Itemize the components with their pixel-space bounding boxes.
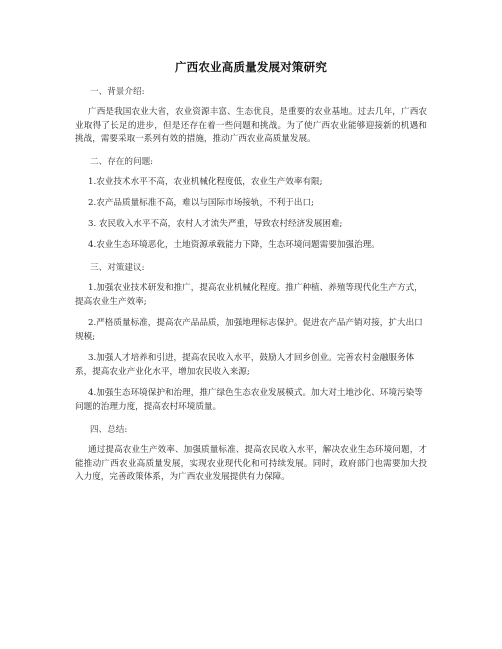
suggestion-item-3: 3.加强人才培养和引进，提高农民收入水平，鼓励人才回乡创业。完善农村金融服务体系，提高农业产业化水平，增加农民收入来源; <box>75 353 415 377</box>
suggestion-item-4: 4.加强生态环境保护和治理，推广绿色生态农业发展模式。加大对土地沙化、环境污染等问题的治理力度，提高农村环境质量。 <box>75 388 423 412</box>
background-paragraph: 广西是我国农业大省，农业资源丰富、生态优良，是重要的农业基地。过去几年，广西农业取得了长足的进步，但是还存在着一些问题和挑战。为了使广西农业能够迎接新的机遇和挑战，需要采取一系列有效的措施，推动广西农业高质量发展。 <box>75 107 427 144</box>
document-title: 广西农业高质量发展对策研究 <box>174 60 328 74</box>
problem-item-2: 2.农产品质量标准不高，难以与国际市场接轨，不利于出口; <box>88 198 314 208</box>
section-heading-background: 一、背景介绍: <box>90 87 145 97</box>
section-heading-suggestions: 三、对策建议: <box>90 263 145 273</box>
section-heading-problems: 二、存在的问题: <box>90 157 154 167</box>
suggestion-item-1: 1.加强农业技术研发和推广，提高农业机械化程度。推广种植、养殖等现代化生产方式，提高农业生产效率; <box>75 283 423 307</box>
section-heading-summary: 四、总结: <box>90 425 128 435</box>
problem-item-1: 1.农业技术水平不高，农业机械化程度低，农业生产效率有限; <box>88 177 323 187</box>
summary-paragraph: 通过提高农业生产效率、加强质量标准、提高农民收入水平，解决农业生态环境问题，才能推动广西农业高质量发展，实现农业现代化和可持续发展。同时，政府部门也需要加大投入力度，完善政策体系，为广西农业发展提供有力保障。 <box>75 445 427 482</box>
suggestion-item-2: 2.严格质量标准，提高农产品品质，加强地理标志保护。促进农产品产销对接，扩大出口规模; <box>75 318 423 342</box>
problem-item-3: 3. 农民收入水平不高，农村人才流失严重，导致农村经济发展困难; <box>88 219 343 229</box>
problem-item-4: 4.农业生态环境恶化，土地资源承载能力下降，生态环境问题需要加强治理。 <box>88 240 380 250</box>
